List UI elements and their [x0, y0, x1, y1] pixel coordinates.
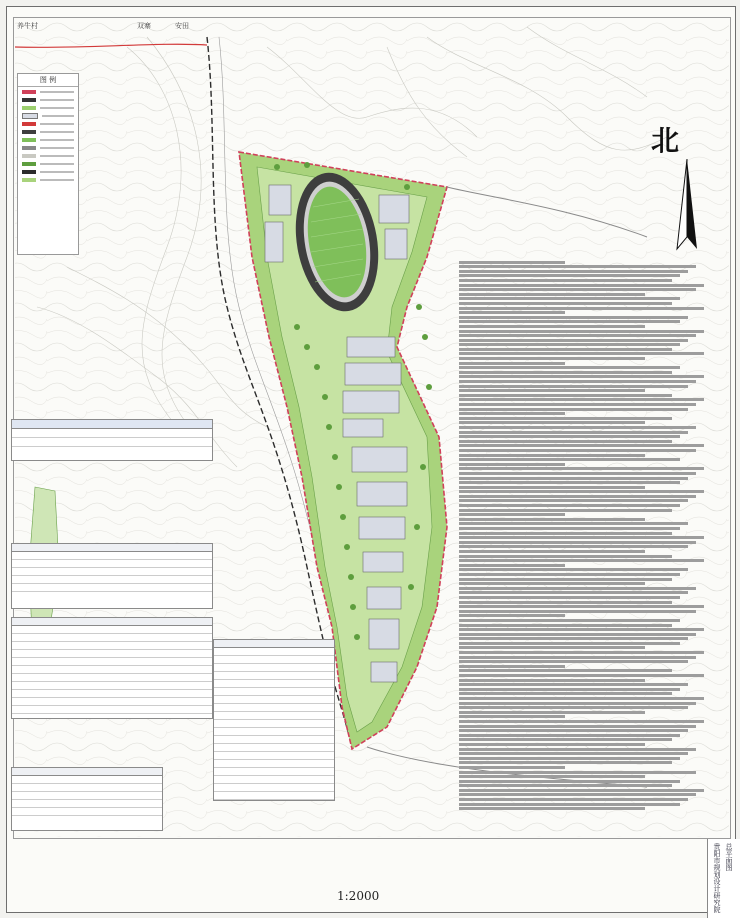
note-line — [459, 624, 672, 627]
tech-table-5 — [213, 639, 335, 801]
note-line — [459, 720, 704, 723]
note-line — [459, 766, 565, 769]
note-line — [459, 334, 696, 337]
note-line — [459, 559, 704, 562]
note-line — [459, 793, 696, 796]
table-row — [12, 808, 162, 816]
note-line — [459, 421, 645, 424]
table-row — [214, 656, 334, 664]
legend-swatch — [22, 106, 36, 110]
note-line — [459, 536, 704, 539]
note-line — [459, 642, 680, 645]
table-row — [214, 760, 334, 768]
note-line — [459, 426, 696, 429]
note-line — [459, 573, 680, 576]
legend-row — [22, 121, 74, 127]
note-line — [459, 633, 696, 636]
note-line — [459, 688, 680, 691]
tech-table-3 — [11, 617, 213, 719]
note-line — [459, 366, 680, 369]
table-row — [12, 576, 212, 584]
legend-row — [22, 97, 74, 103]
note-line — [459, 582, 645, 585]
note-line — [459, 274, 680, 277]
note-line — [459, 435, 680, 438]
note-line — [459, 440, 672, 443]
note-line — [459, 371, 672, 374]
note-line — [459, 509, 672, 512]
note-line — [459, 495, 696, 498]
note-line — [459, 288, 696, 291]
note-line — [459, 587, 696, 590]
note-line — [459, 408, 688, 411]
table-row — [214, 792, 334, 800]
table-row — [12, 784, 162, 792]
legend-swatch — [22, 162, 36, 166]
note-line — [459, 532, 672, 535]
note-line — [459, 499, 688, 502]
note-line — [459, 316, 688, 319]
table-row — [214, 784, 334, 792]
tech-table-2 — [11, 543, 213, 609]
note-line — [459, 385, 688, 388]
table-row — [12, 584, 212, 592]
legend-row — [22, 153, 74, 159]
note-line — [459, 284, 704, 287]
note-line — [459, 454, 645, 457]
note-line — [459, 568, 688, 571]
note-line — [459, 389, 645, 392]
note-line — [459, 591, 688, 594]
note-line — [459, 706, 688, 709]
table-row — [12, 568, 212, 576]
table-row — [214, 744, 334, 752]
note-line — [459, 357, 645, 360]
legend-row — [22, 137, 74, 143]
note-line — [459, 449, 696, 452]
table-row — [214, 704, 334, 712]
note-line — [459, 761, 672, 764]
table-row — [12, 592, 212, 599]
table-header — [12, 420, 212, 429]
place-label-yangniucun: 养牛村 — [17, 22, 38, 30]
note-line — [459, 472, 696, 475]
legend-swatch — [22, 170, 36, 174]
table-row — [12, 642, 212, 650]
note-line — [459, 477, 688, 480]
legend-row — [22, 177, 74, 183]
note-line — [459, 330, 704, 333]
legend-swatch — [22, 178, 36, 182]
note-line — [459, 293, 645, 296]
note-line — [459, 375, 704, 378]
place-label-shuangzhai: 双寨 — [137, 22, 151, 30]
legend-row — [22, 161, 74, 167]
table-row — [12, 674, 212, 682]
table-row — [214, 736, 334, 744]
tech-table-1 — [11, 419, 213, 461]
table-row — [214, 800, 334, 807]
note-line — [459, 297, 680, 300]
north-label: 北 — [651, 124, 680, 157]
note-line — [459, 522, 688, 525]
note-line — [459, 412, 565, 415]
legend-text-line — [40, 139, 74, 141]
legend-text-line — [42, 115, 74, 117]
note-line — [459, 679, 645, 682]
table-row — [12, 560, 212, 568]
note-line — [459, 513, 565, 516]
notes-lines — [459, 261, 725, 811]
note-line — [459, 807, 645, 810]
note-line — [459, 614, 565, 617]
place-label-antian: 安田 — [175, 22, 189, 30]
table-row — [12, 800, 162, 808]
table-row — [12, 690, 212, 698]
scale-label: 1:2000 — [337, 889, 380, 903]
note-line — [459, 646, 645, 649]
note-line — [459, 320, 680, 323]
note-line — [459, 628, 704, 631]
note-line — [459, 771, 696, 774]
table-header — [214, 640, 334, 648]
table-row — [12, 634, 212, 642]
note-line — [459, 550, 645, 553]
legend-row — [22, 105, 74, 111]
table-row — [214, 664, 334, 672]
table-row — [12, 658, 212, 666]
title-block — [707, 839, 740, 918]
note-line — [459, 325, 645, 328]
note-line — [459, 743, 645, 746]
legend-swatch — [22, 122, 36, 126]
legend-row — [22, 113, 74, 119]
note-line — [459, 605, 704, 608]
note-line — [459, 352, 704, 355]
note-line — [459, 417, 672, 420]
note-line — [459, 458, 680, 461]
note-line — [459, 697, 704, 700]
title-block-drawing: 总平面图 — [725, 843, 733, 871]
note-line — [459, 734, 680, 737]
note-line — [459, 463, 565, 466]
legend-title: 图 例 — [18, 74, 78, 87]
table-row — [12, 666, 212, 674]
note-line — [459, 403, 696, 406]
table-row — [214, 648, 334, 656]
note-line — [459, 265, 696, 268]
note-line — [459, 702, 696, 705]
legend-panel — [17, 73, 79, 255]
note-line — [459, 343, 680, 346]
note-line — [459, 798, 688, 801]
note-line — [459, 674, 704, 677]
note-line — [459, 683, 688, 686]
legend-text-line — [40, 107, 74, 109]
table-header — [12, 768, 162, 776]
note-line — [459, 380, 696, 383]
note-line — [459, 784, 672, 787]
legend-swatch — [22, 113, 38, 119]
note-line — [459, 545, 688, 548]
legend-row — [22, 145, 74, 151]
note-line — [459, 669, 672, 672]
legend-text-line — [40, 99, 74, 101]
design-notes — [459, 259, 725, 819]
note-line — [459, 711, 645, 714]
legend-row — [22, 89, 74, 95]
note-line — [459, 481, 680, 484]
note-line — [459, 541, 696, 544]
table-row — [12, 650, 212, 658]
note-line — [459, 527, 680, 530]
note-line — [459, 665, 565, 668]
note-line — [459, 729, 688, 732]
legend-swatch — [22, 138, 36, 142]
note-line — [459, 637, 688, 640]
note-line — [459, 748, 696, 751]
table-row — [214, 696, 334, 704]
table-row — [214, 720, 334, 728]
table-row — [12, 714, 212, 721]
title-block-org: 贵阳市规划设计研究院 — [713, 843, 721, 913]
legend-row — [22, 169, 74, 175]
note-line — [459, 279, 672, 282]
note-line — [459, 656, 696, 659]
legend-text-line — [40, 171, 74, 173]
note-line — [459, 490, 704, 493]
note-line — [459, 725, 696, 728]
note-line — [459, 348, 672, 351]
table-row — [12, 706, 212, 714]
note-line — [459, 660, 688, 663]
legend-text-line — [40, 147, 74, 149]
legend-text-line — [40, 163, 74, 165]
note-line — [459, 715, 565, 718]
table-header — [12, 618, 212, 626]
table-row — [12, 447, 212, 455]
note-line — [459, 578, 672, 581]
table-row — [214, 776, 334, 784]
legend-swatch — [22, 154, 36, 158]
note-line — [459, 504, 680, 507]
note-line — [459, 803, 680, 806]
legend-text-line — [40, 131, 74, 133]
north-arrow — [651, 119, 717, 259]
table-row — [214, 712, 334, 720]
table-row — [214, 768, 334, 776]
table-header — [12, 544, 212, 552]
note-line — [459, 596, 680, 599]
note-line — [459, 601, 672, 604]
note-line — [459, 307, 704, 310]
note-line — [459, 270, 688, 273]
note-line — [459, 362, 565, 365]
legend-swatch — [22, 130, 36, 134]
note-line — [459, 302, 672, 305]
note-line — [459, 339, 688, 342]
legend-text-line — [40, 91, 74, 93]
note-line — [459, 692, 672, 695]
note-line — [459, 789, 704, 792]
note-line — [459, 431, 688, 434]
table-row — [12, 816, 162, 823]
legend-text-line — [40, 123, 74, 125]
legend-swatch — [22, 98, 36, 102]
note-line — [459, 651, 704, 654]
note-line — [459, 311, 565, 314]
note-line — [459, 610, 696, 613]
table-row — [12, 438, 212, 447]
legend-text-line — [40, 155, 74, 157]
note-line — [459, 398, 704, 401]
note-line — [459, 619, 680, 622]
note-line — [459, 775, 645, 778]
note-line — [459, 738, 672, 741]
table-row — [12, 626, 212, 634]
table-row — [214, 728, 334, 736]
legend-text-line — [40, 179, 74, 181]
note-line — [459, 444, 704, 447]
note-line — [459, 752, 688, 755]
note-line — [459, 394, 672, 397]
note-line — [459, 757, 680, 760]
note-line — [459, 564, 565, 567]
note-line — [459, 518, 645, 521]
table-row — [214, 672, 334, 680]
tech-table-4 — [11, 767, 163, 831]
note-line — [459, 261, 565, 264]
note-line — [459, 486, 645, 489]
table-row — [12, 682, 212, 690]
legend-swatch — [22, 90, 36, 94]
table-row — [12, 429, 212, 438]
table-row — [214, 680, 334, 688]
table-row — [12, 552, 212, 560]
drawing-sheet — [6, 6, 736, 913]
note-line — [459, 780, 680, 783]
table-row — [12, 776, 162, 784]
note-line — [459, 467, 704, 470]
legend-row — [22, 129, 74, 135]
table-row — [12, 792, 162, 800]
note-line — [459, 555, 672, 558]
table-row — [214, 688, 334, 696]
table-row — [12, 698, 212, 706]
legend-swatch — [22, 146, 36, 150]
table-row — [214, 752, 334, 760]
